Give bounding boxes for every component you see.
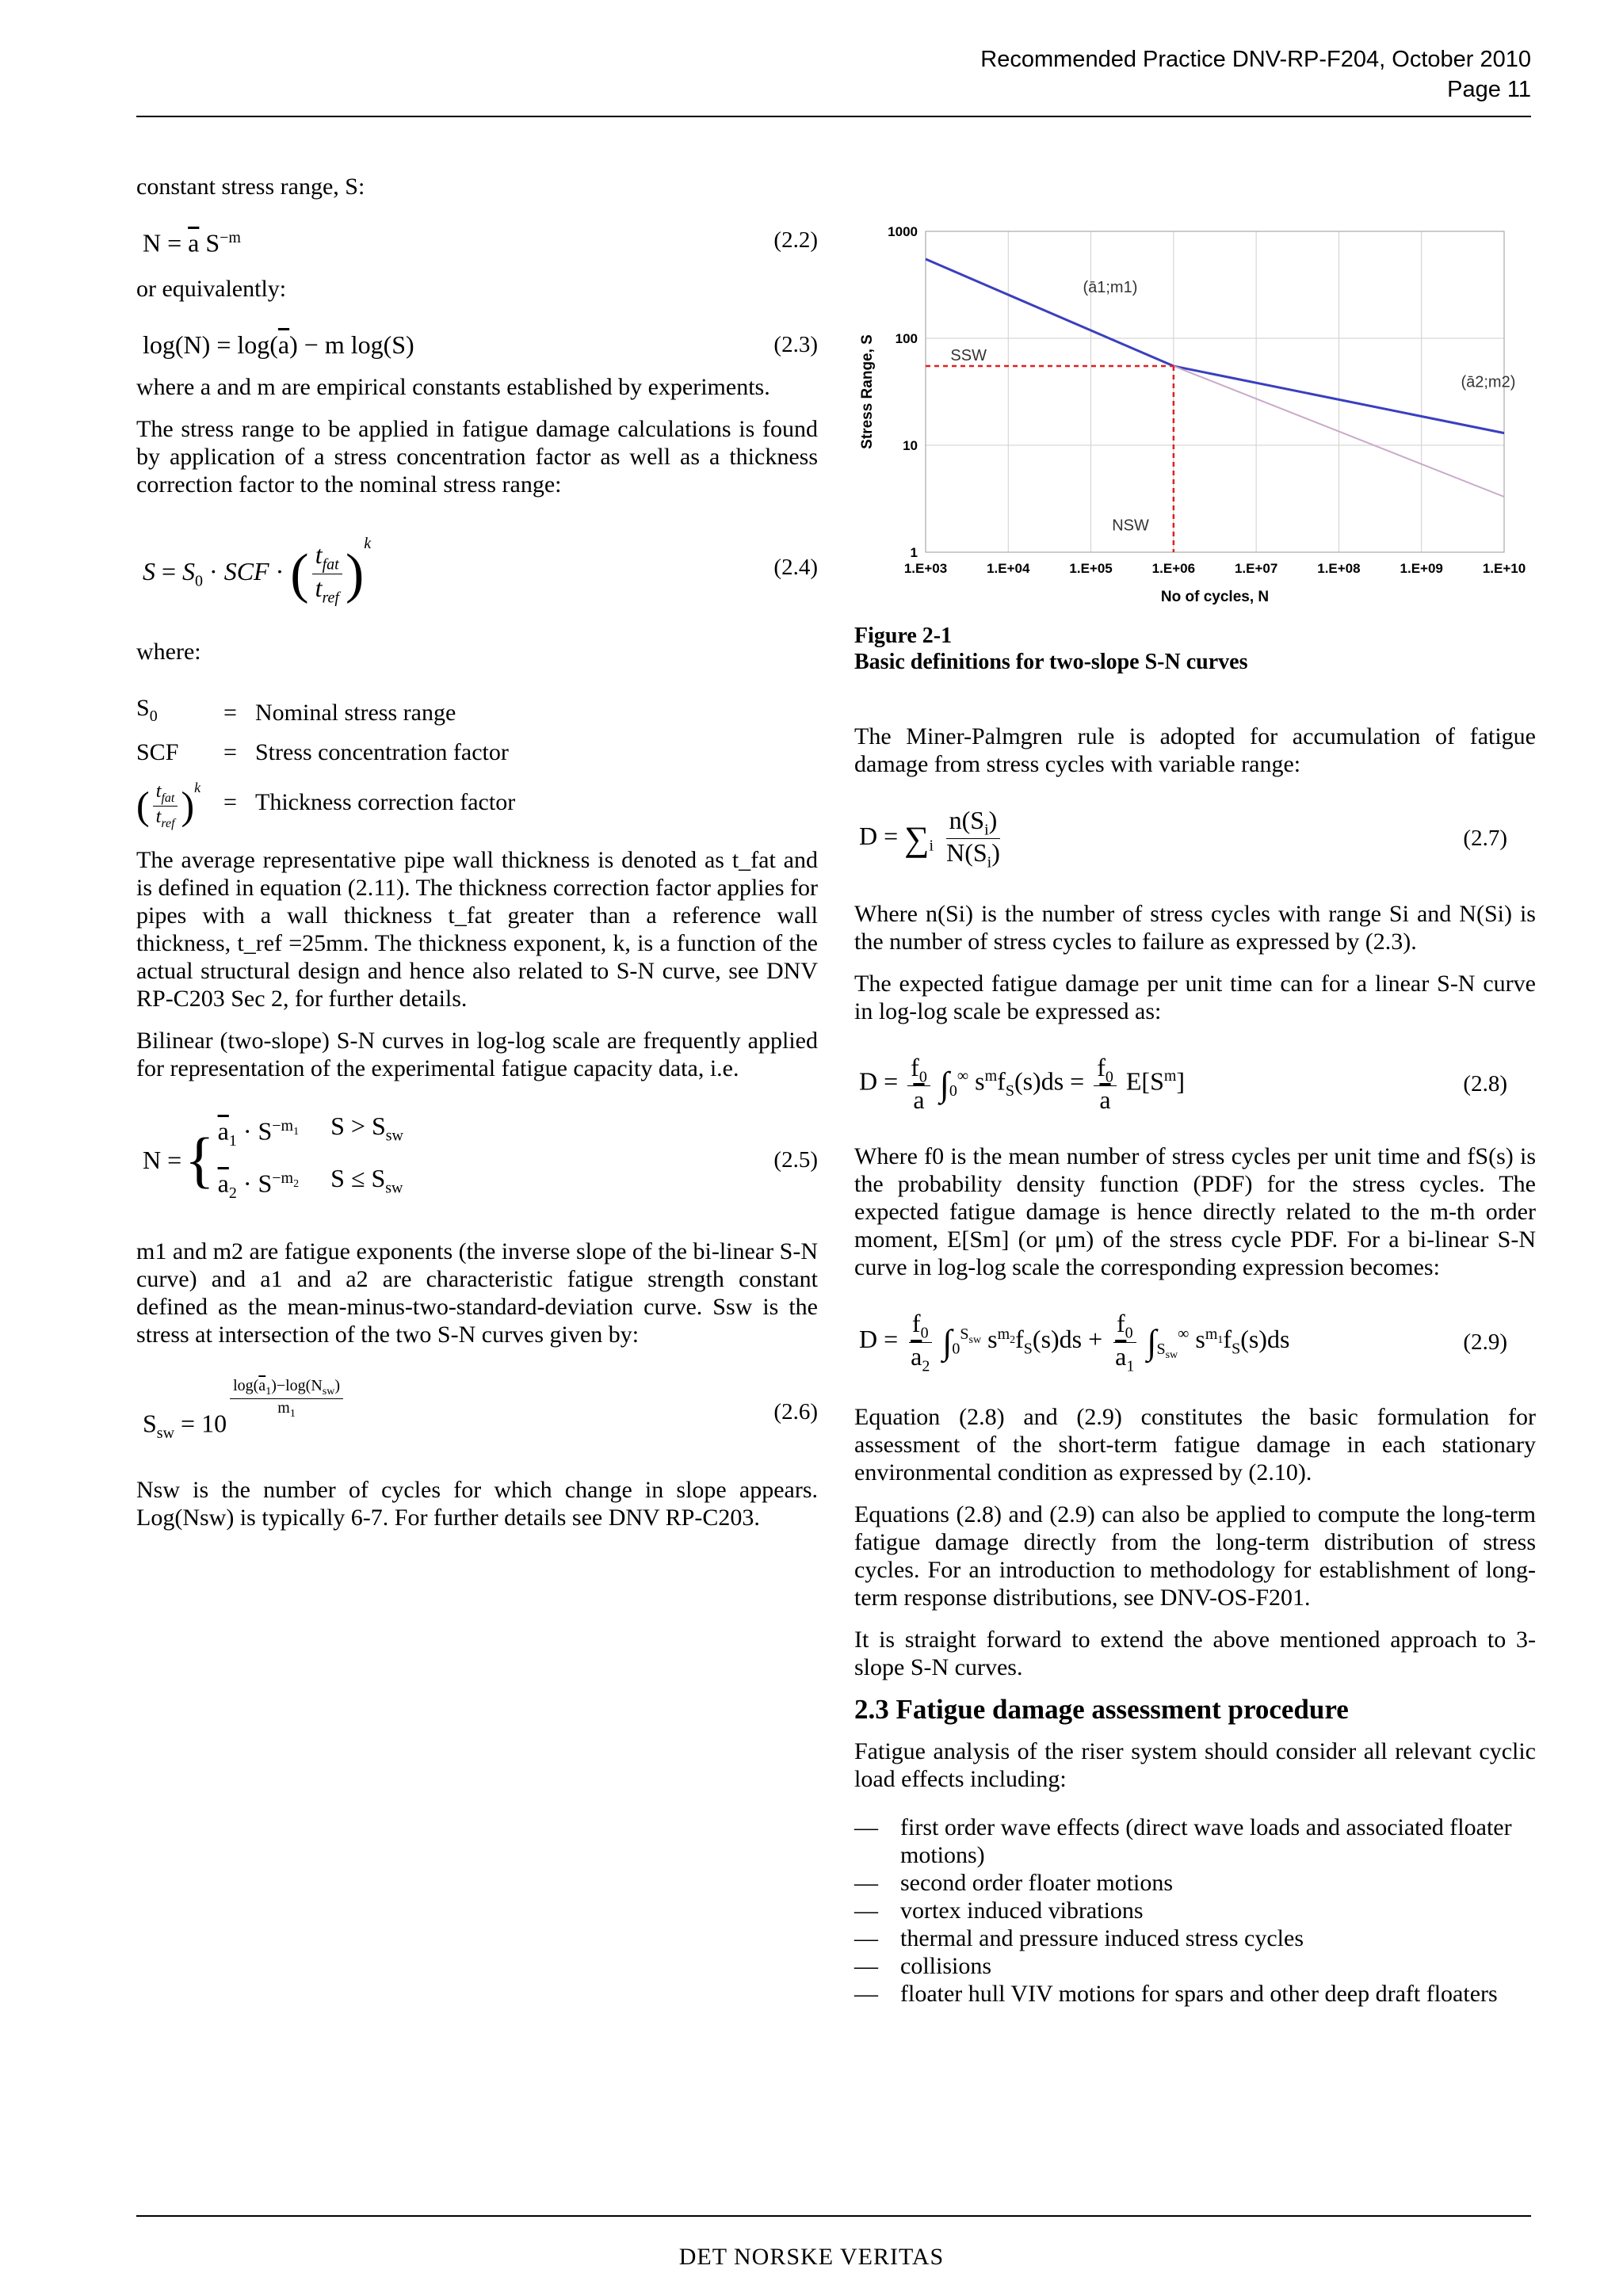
equation-2-4: $S = S_0$ · SCF · ( $\frac{t_{fat}}{t_{ref}}$ )$^k$ (2.4) bbox=[143, 534, 818, 607]
f0-paragraph: Where f0 is the mean number of stress cycles per unit time and fS(s) is the probability density function (PDF) for the stress cycles. The expected fatigue damage is hence directly related to the m-th order moment, E[Sm] (or μm) of the stress cycle PDF. For a bi-linear S-N curve in log-log scale the corresponding expression becomes: bbox=[854, 1143, 1536, 1281]
y-tick-label: 10 bbox=[903, 438, 918, 453]
m-exponent-paragraph: m1 and m2 are fatigue exponents (the inverse slope of the bi-linear S-N curve) and a1 and a2 are characteristic fatigue strength constant defined as the mean-minus-two-standard-deviation curve. Ssw is the stress at intersection of the two S-N curves given by: bbox=[136, 1238, 818, 1348]
figure-title: Basic definitions for two-slope S-N curves bbox=[854, 650, 1248, 674]
y-tick-label: 1000 bbox=[888, 224, 918, 239]
equation-2-7: $D = \sum_i$ $\frac{n(S_i)}{N(S_i)}$ (2.7) bbox=[859, 806, 1507, 871]
three-slope-paragraph: It is straight forward to extend the above mentioned approach to 3-slope S-N curves. bbox=[854, 1627, 1536, 1681]
where-paragraph: where a and m are empirical constants established by experiments. bbox=[136, 373, 770, 400]
eq-number: (2.8) bbox=[1463, 1070, 1507, 1097]
plot-frame bbox=[926, 231, 1504, 552]
x-tick-label: 1.E+07 bbox=[1234, 561, 1278, 576]
miner-paragraph: The Miner-Palmgren rule is adopted for accumulation of fatigue damage from stress cycles with variable range: bbox=[854, 723, 1536, 777]
equation-2-2: $N = \overline{a}$ $S^{-m}$ (2.2) bbox=[143, 227, 818, 257]
equation-2-3: $\log(N) = \log(\overline{a}) - m$ log(S) (2.3) bbox=[143, 330, 818, 359]
list-item: — second order floater motions bbox=[854, 1869, 1536, 1897]
sn-curve-chart bbox=[854, 214, 1536, 626]
y-tick-label: 1 bbox=[910, 545, 918, 560]
right-column bbox=[854, 623, 1536, 2008]
x-tick-label: 1.E+04 bbox=[987, 561, 1030, 576]
expected-damage-paragraph: The expected fatigue damage per unit time can for a linear S-N curve in log-log scale be expressed as: bbox=[854, 970, 1536, 1024]
figure-number: Figure 2-1 bbox=[854, 624, 953, 648]
page-footer: DET NORSKE VERITAS bbox=[678, 2244, 945, 2270]
x-tick-label: 1.E+05 bbox=[1069, 561, 1113, 576]
header-title: Recommended Practice DNV-RP-F204, October 2010 bbox=[980, 47, 1531, 72]
list-item: — collisions bbox=[854, 1952, 1536, 1980]
x-tick-label: 1.E+09 bbox=[1400, 561, 1443, 576]
chart-annotation: SSW bbox=[950, 347, 987, 365]
where-ni-paragraph: Where n(Si) is the number of stress cycles with range Si and N(Si) is the number of stress cycles to failure as expressed by (2.3). bbox=[854, 900, 1536, 955]
chart-annotation: (ā1;m1) bbox=[1083, 278, 1138, 296]
or-equivalently: or equivalently: bbox=[136, 275, 287, 302]
list-item: — first order wave effects (direct wave loads and associated floater motions) bbox=[854, 1814, 1536, 1869]
x-tick-label: 1.E+06 bbox=[1151, 561, 1196, 576]
thickness-paragraph: The average representative pipe wall thickness is denoted as t_fat and is defined in equation (2.11). The thickness correction factor applies for pipes with a wall thickness t_fat greater than a reference wall thickness, t_ref =25mm. The thickness exponent, k, is a function of the actual structural design and hence also related to S-N curve, see DNV RP-C203 Sec 2, for further details. bbox=[136, 847, 818, 1013]
figure-caption bbox=[854, 623, 1536, 675]
intro-text: constant stress range, S: bbox=[136, 174, 365, 200]
list-item: — floater hull VIV motions for spars and other deep draft floaters bbox=[854, 1980, 1536, 2008]
header-rule bbox=[136, 116, 1531, 117]
def-desc: Nominal stress range bbox=[255, 699, 456, 726]
page-header bbox=[980, 44, 1531, 105]
eq-number: (2.4) bbox=[773, 555, 818, 581]
nsw-paragraph: Nsw is the number of cycles for which change in slope appears. Log(Nsw) is typically 6-7. For further details see DNV RP-C203. bbox=[136, 1477, 818, 1531]
equation-2-9: D = $\frac{f_0}{\overline{a}_2}$ $\int_0^{S_{sw}}$ $s^{m_2}f_S(s)ds$ + $\frac{f_0}{\overline{a}_1}$ $\int_{S_{sw}}^\infty$ $s^{m_1}f_S(s)ds$ (2.9) bbox=[859, 1309, 1507, 1375]
long-term-paragraph: Equations (2.8) and (2.9) can also be applied to compute the long-term fatigue damage directly from the long-term distribution of stress cycles. For an introduction to methodology for establishment of long-term response distributions, see DNV-OS-F201. bbox=[854, 1501, 1536, 1611]
footer-rule bbox=[136, 2215, 1531, 2217]
x-axis-label: No of cycles, N bbox=[1160, 589, 1270, 605]
y-tick-label: 100 bbox=[895, 331, 918, 346]
def-desc: Stress concentration factor bbox=[255, 739, 509, 766]
eq-number: (2.6) bbox=[773, 1399, 818, 1425]
bilinear-paragraph: Bilinear (two-slope) S-N curves in log-log scale are frequently applied for representation of the experimental fatigue capacity data, i.e. bbox=[136, 1028, 818, 1082]
y-axis-label: Stress Range, S bbox=[859, 334, 876, 449]
chart-annotation: (ā2;m2) bbox=[1461, 373, 1516, 391]
definitions-list: $S_0$ = Nominal stress range SCF = Stress concentration factor ( $\frac{t_{fat}}{t_{ref}}$ )$^k$ = Thickness correction factor bbox=[136, 694, 818, 830]
section-heading: 2.3 Fatigue damage assessment procedure bbox=[854, 1694, 1349, 1726]
eq-number: (2.2) bbox=[773, 227, 818, 254]
equation-2-5: N = { $\overline{a}_1 \cdot S^{-m_1}$ $S > S_{sw}$ $\overline{a}_2 \cdot S^{-m_2}$ $S \le S_{sw}$ (2.5) bbox=[143, 1112, 818, 1203]
x-tick-label: 1.E+10 bbox=[1482, 561, 1526, 576]
where-label: where: bbox=[136, 639, 201, 666]
eq-number: (2.3) bbox=[773, 331, 818, 357]
equation-2-6: $S_{sw} = 10$ $^{\frac{\log(\overline{a}_1)-\log(N_{sw})}{m_1}}$ (2.6) bbox=[143, 1377, 818, 1443]
stress-paragraph: The stress range to be applied in fatigue damage calculations is found by application of a stress concentration factor as well as a thickness correction factor to the nominal stress range: bbox=[136, 415, 818, 498]
eq-number: (2.9) bbox=[1463, 1329, 1507, 1355]
def-symbol-thickness: ( $\frac{t_{fat}}{t_{ref}}$ )$^k$ bbox=[136, 780, 201, 830]
x-tick-label: 1.E+08 bbox=[1317, 561, 1361, 576]
left-column bbox=[136, 173, 818, 1546]
fatigue-analysis-paragraph: Fatigue analysis of the riser system should consider all relevant cyclic load effects including: bbox=[854, 1738, 1536, 1793]
equation-formulation-paragraph: Equation (2.8) and (2.9) constitutes the basic formulation for assessment of the short-term fatigue damage in each stationary environmental condition as expressed by (2.10). bbox=[854, 1404, 1536, 1486]
chart-annotation: NSW bbox=[1112, 517, 1149, 535]
eq-number: (2.5) bbox=[773, 1146, 818, 1173]
equation-2-8: D = $\frac{f_0}{a}$ $\int_0^\infty$ $s^mf_S(s)ds$ = $\frac{f_0}{a}$ $E[S^m]$ (2.8) bbox=[859, 1052, 1507, 1115]
x-tick-label: 1.E+03 bbox=[903, 561, 948, 576]
def-symbol-s0: $S_0$ bbox=[136, 695, 158, 726]
def-desc: Thickness correction factor bbox=[255, 789, 516, 816]
page-number: Page 11 bbox=[1447, 77, 1531, 102]
load-effects-list bbox=[854, 1814, 1536, 2008]
list-item: — vortex induced vibrations bbox=[854, 1897, 1536, 1924]
eq-number: (2.7) bbox=[1463, 826, 1507, 852]
def-symbol-scf: SCF bbox=[136, 739, 179, 766]
list-item: — thermal and pressure induced stress cycles bbox=[854, 1924, 1536, 1952]
